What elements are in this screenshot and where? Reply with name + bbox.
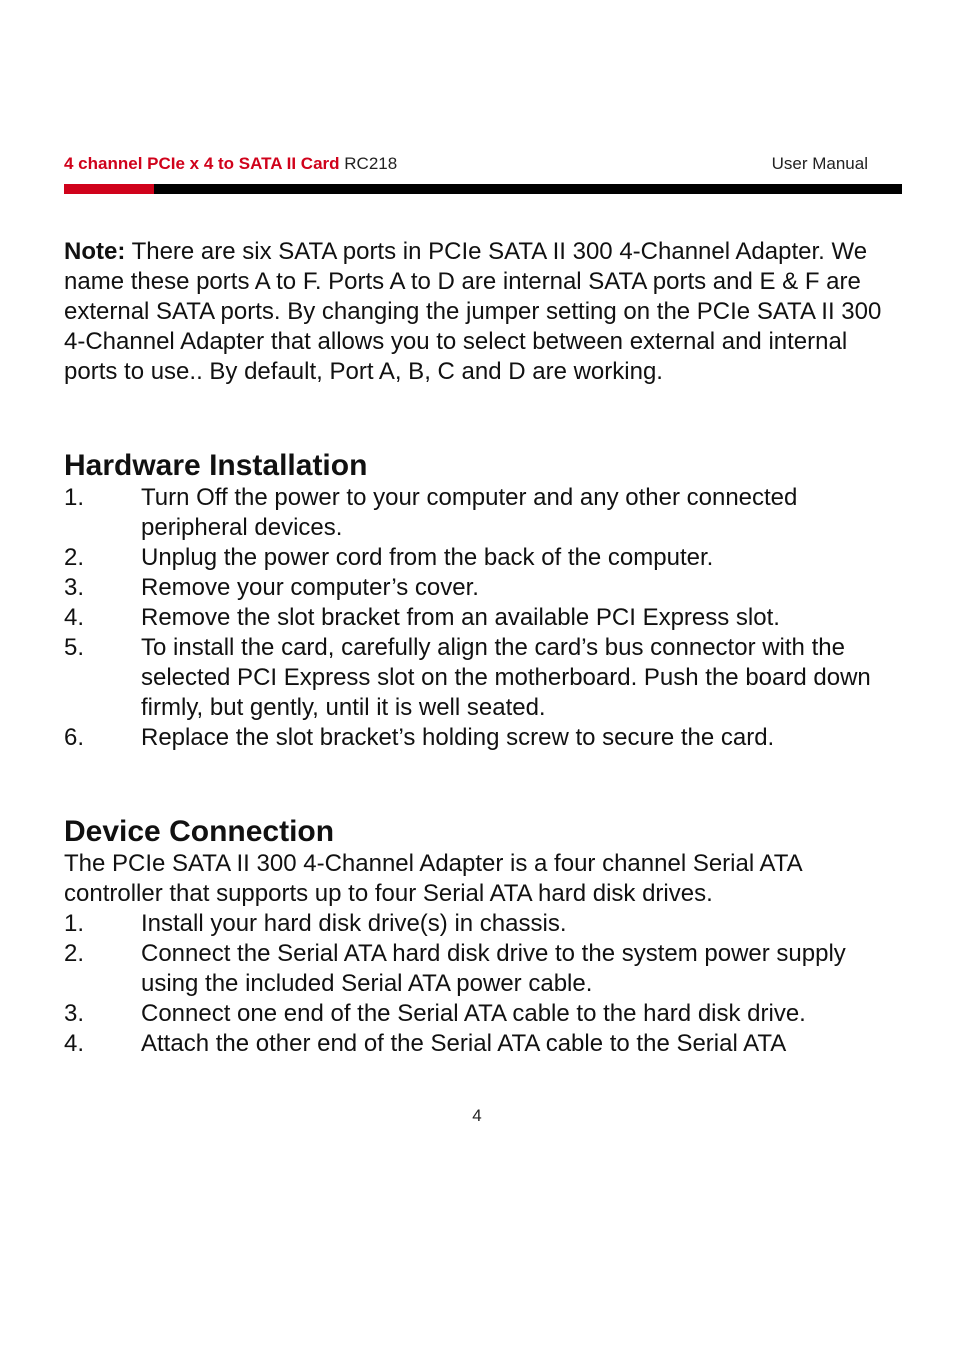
step-text: Connect the Serial ATA hard disk drive to the system power supply using the included Serial ATA power cable. [141, 940, 846, 997]
step-text: Remove your computer’s cover. [141, 574, 479, 601]
page-number: 4 [472, 1106, 482, 1125]
step-number: 4. [64, 604, 85, 631]
step-number: 4. [64, 1030, 85, 1057]
step-text: Remove the slot bracket from an available PCI Express slot. [141, 604, 780, 631]
list-item [64, 603, 900, 633]
step-number: 3. [64, 574, 85, 601]
device-connection-heading: Device Connection [64, 815, 335, 848]
list-item [64, 999, 900, 1029]
list-item [64, 723, 900, 753]
step-text: Turn Off the power to your computer and any other connected peripheral devices. [141, 484, 798, 541]
header-rule-accent [64, 184, 154, 194]
device-intro: The PCIe SATA II 300 4-Channel Adapter is a four channel Serial ATA controller that supports up to four Serial ATA hard disk drives. [64, 850, 802, 907]
step-number: 1. [64, 484, 85, 511]
hardware-installation-heading: Hardware Installation [64, 449, 368, 482]
step-text: Install your hard disk drive(s) in chassis. [141, 910, 567, 937]
page-header [64, 154, 868, 176]
device-steps-list [64, 909, 900, 1059]
step-text: Replace the slot bracket’s holding screw to secure the card. [141, 724, 775, 751]
step-number: 2. [64, 544, 85, 571]
step-number: 6. [64, 724, 85, 751]
header-model: RC218 [344, 154, 398, 173]
list-item [64, 483, 900, 543]
list-item [64, 633, 900, 723]
step-number: 5. [64, 634, 85, 661]
step-text: Connect one end of the Serial ATA cable to the hard disk drive. [141, 1000, 806, 1027]
note-label: Note: [64, 238, 126, 265]
note-text: There are six SATA ports in PCIe SATA II 300 4-Channel Adapter. We name these ports A to F. Ports A to D are internal SATA ports and E & F are external SATA ports. By changing the jumper setting on the PCIe SATA II 300 4-Channel Adapter that allows you to select between external and internal ports to use.. By default, Port A, B, C and D are working. [64, 238, 882, 385]
header-doc-type: User Manual [771, 154, 868, 173]
step-number: 2. [64, 940, 85, 967]
list-item [64, 939, 900, 999]
note-paragraph [64, 237, 900, 387]
header-title: 4 channel PCIe x 4 to SATA II Card [64, 154, 340, 173]
step-text: To install the card, carefully align the card’s bus connector with the selected PCI Express slot on the motherboard. Push the board down firmly, but gently, until it is well seated. [141, 634, 871, 721]
list-item [64, 543, 900, 573]
header-rule [154, 184, 902, 194]
hardware-steps-list [64, 483, 900, 753]
step-number: 1. [64, 910, 85, 937]
step-number: 3. [64, 1000, 85, 1027]
step-text: Unplug the power cord from the back of the computer. [141, 544, 714, 571]
list-item [64, 1029, 900, 1059]
step-text: Attach the other end of the Serial ATA cable to the Serial ATA [141, 1030, 787, 1057]
list-item [64, 909, 900, 939]
page-content [64, 237, 900, 1059]
list-item [64, 573, 900, 603]
